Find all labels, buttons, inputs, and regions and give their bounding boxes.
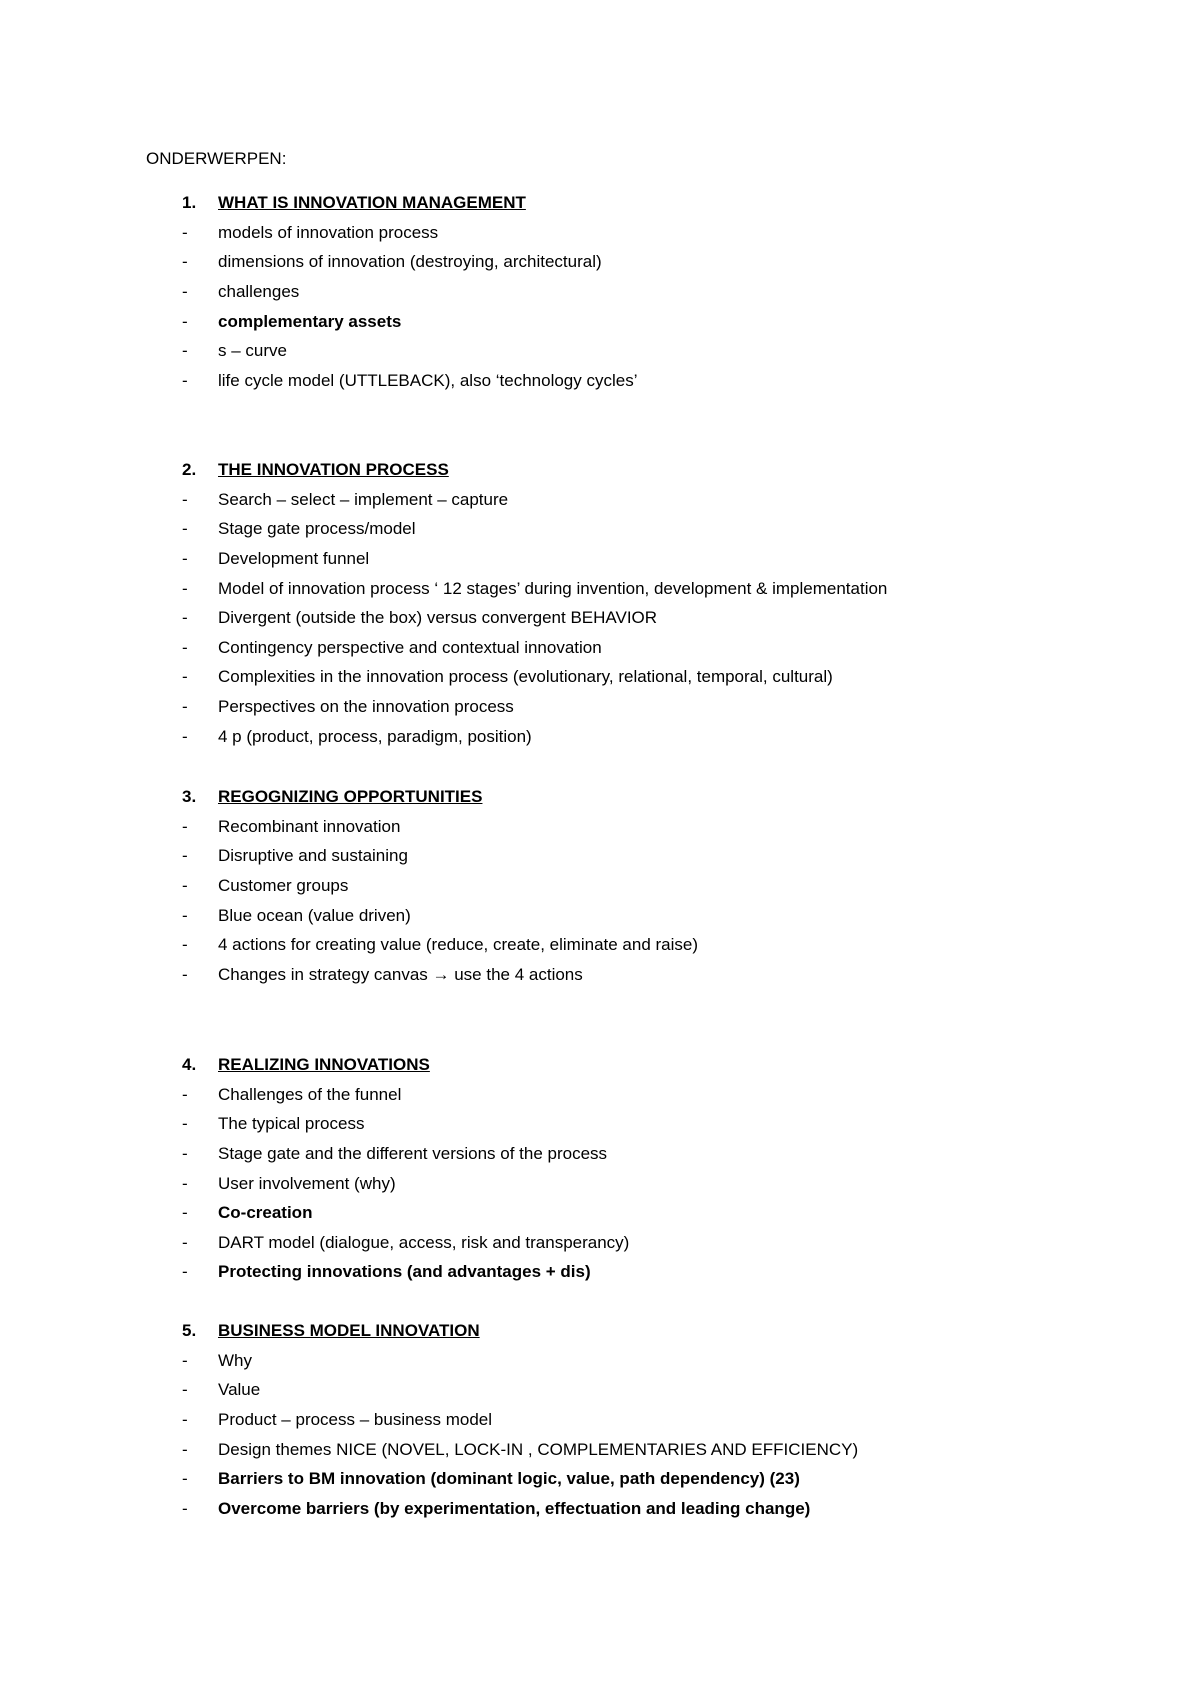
document-title: ONDERWERPEN:	[146, 149, 287, 168]
list-item	[182, 1346, 1082, 1376]
dash-bullet: -	[182, 519, 188, 539]
section-heading	[182, 455, 1082, 485]
dash-bullet: -	[182, 667, 188, 687]
list-item	[182, 812, 1082, 842]
section-heading	[182, 1316, 1082, 1346]
list-item-text: models of innovation process	[218, 222, 439, 242]
list-item-text: challenges	[218, 281, 300, 301]
dash-bullet: -	[182, 1409, 188, 1429]
list-item	[182, 1376, 1082, 1406]
section-number: 3.	[182, 787, 197, 806]
section-title: THE INNOVATION PROCESS	[218, 460, 449, 479]
list-item	[182, 871, 1082, 901]
dash-bullet: -	[182, 935, 188, 955]
dash-bullet: -	[182, 1469, 188, 1489]
section-title: WHAT IS INNOVATION MANAGEMENT	[218, 193, 526, 212]
list-item-text: Search – select – implement – capture	[218, 489, 509, 509]
list-item-text: Divergent (outside the box) versus convergent BEHAVIOR	[218, 608, 658, 628]
bullet-list	[182, 812, 1082, 990]
list-item-text: life cycle model (UTTLEBACK), also ‘technology cycles’	[218, 370, 638, 390]
list-item-text: Disruptive and sustaining	[218, 846, 408, 866]
list-item	[182, 1435, 1082, 1465]
list-item-text: s – curve	[218, 341, 287, 361]
section-title: REALIZING INNOVATIONS	[218, 1055, 430, 1074]
section-heading	[182, 782, 1082, 812]
list-item	[182, 336, 1082, 366]
list-item	[182, 218, 1082, 248]
dash-bullet: -	[182, 341, 188, 361]
section-business-model-innovation	[182, 1316, 1082, 1524]
dash-bullet: -	[182, 696, 188, 716]
list-item	[182, 842, 1082, 872]
list-item-text: Product – process – business model	[218, 1409, 493, 1429]
list-item-text: Complexities in the innovation process (evolutionary, relational, temporal, cultural)	[218, 667, 833, 687]
list-item-text: Value	[218, 1380, 261, 1400]
list-item	[182, 1405, 1082, 1435]
list-item	[182, 485, 1082, 515]
list-item	[182, 515, 1082, 545]
bullet-list	[182, 1080, 1082, 1287]
list-item	[182, 1258, 1082, 1288]
list-item	[182, 960, 1082, 990]
dash-bullet: -	[182, 222, 188, 242]
list-item-text: complementary assets	[218, 311, 402, 331]
list-item-text: The typical process	[218, 1114, 365, 1134]
list-item	[182, 1198, 1082, 1228]
dash-bullet: -	[182, 1203, 188, 1223]
list-item-text: Blue ocean (value driven)	[218, 905, 411, 925]
dash-bullet: -	[182, 1350, 188, 1370]
list-item-text: Stage gate and the different versions of the process	[218, 1143, 608, 1163]
dash-bullet: -	[182, 608, 188, 628]
list-item-text: User involvement (why)	[218, 1173, 396, 1193]
section-what-is-innovation-management	[182, 188, 1082, 396]
dash-bullet: -	[182, 578, 188, 598]
list-item-text: Co-creation	[218, 1203, 313, 1223]
dash-bullet: -	[182, 489, 188, 509]
bullet-list	[182, 485, 1082, 751]
dash-bullet: -	[182, 1232, 188, 1252]
list-item	[182, 307, 1082, 337]
list-item-text: Recombinant innovation	[218, 816, 401, 836]
dash-bullet: -	[182, 311, 188, 331]
dash-bullet: -	[182, 846, 188, 866]
list-item-text: Model of innovation process ‘ 12 stages’ during invention, development & implementation	[218, 578, 888, 598]
section-number: 5.	[182, 1321, 197, 1340]
dash-bullet: -	[182, 1143, 188, 1163]
dash-bullet: -	[182, 1114, 188, 1134]
dash-bullet: -	[182, 726, 188, 746]
list-item	[182, 603, 1082, 633]
dash-bullet: -	[182, 637, 188, 657]
list-item-text: 4 actions for creating value (reduce, create, eliminate and raise)	[218, 935, 699, 955]
list-item-text: Challenges of the funnel	[218, 1084, 402, 1104]
dash-bullet: -	[182, 252, 188, 272]
list-item	[182, 1494, 1082, 1524]
list-item-text: Contingency perspective and contextual innovation	[218, 637, 602, 657]
list-item	[182, 1080, 1082, 1110]
list-item	[182, 692, 1082, 722]
list-item	[182, 663, 1082, 693]
list-item	[182, 366, 1082, 396]
list-item	[182, 722, 1082, 752]
section-title: REGOGNIZING OPPORTUNITIES	[218, 787, 483, 806]
list-item-text: Overcome barriers (by experimentation, effectuation and leading change)	[218, 1498, 811, 1518]
list-item	[182, 901, 1082, 931]
bullet-list	[182, 1346, 1082, 1524]
section-number: 2.	[182, 460, 197, 479]
section-heading	[182, 188, 1082, 218]
dash-bullet: -	[182, 905, 188, 925]
list-item-text: Stage gate process/model	[218, 519, 416, 539]
dash-bullet: -	[182, 548, 188, 568]
dash-bullet: -	[182, 1380, 188, 1400]
list-item	[182, 1139, 1082, 1169]
list-item-text: Customer groups	[218, 875, 349, 895]
bullet-list	[182, 218, 1082, 396]
dash-bullet: -	[182, 1262, 188, 1282]
list-item	[182, 1110, 1082, 1140]
list-item	[182, 277, 1082, 307]
section-title: BUSINESS MODEL INNOVATION	[218, 1321, 480, 1340]
section-recognizing-opportunities	[182, 782, 1082, 990]
section-heading	[182, 1050, 1082, 1080]
dash-bullet: -	[182, 816, 188, 836]
list-item-text: Why	[218, 1350, 252, 1370]
section-the-innovation-process	[182, 455, 1082, 751]
list-item	[182, 930, 1082, 960]
list-item-text: dimensions of innovation (destroying, architectural)	[218, 252, 602, 272]
list-item	[182, 1464, 1082, 1494]
section-number: 4.	[182, 1055, 197, 1074]
list-item	[182, 248, 1082, 278]
list-item-text: 4 p (product, process, paradigm, position)	[218, 726, 532, 746]
dash-bullet: -	[182, 1498, 188, 1518]
dash-bullet: -	[182, 875, 188, 895]
list-item-text: Design themes NICE (NOVEL, LOCK-IN , COMPLEMENTARIES AND EFFICIENCY)	[218, 1439, 859, 1459]
list-item-text: Development funnel	[218, 548, 370, 568]
list-item	[182, 633, 1082, 663]
dash-bullet: -	[182, 1173, 188, 1193]
list-item-text: Barriers to BM innovation (dominant logic, value, path dependency) (23)	[218, 1469, 800, 1489]
list-item	[182, 544, 1082, 574]
list-item	[182, 1169, 1082, 1199]
section-realizing-innovations	[182, 1050, 1082, 1287]
list-item	[182, 574, 1082, 604]
dash-bullet: -	[182, 1084, 188, 1104]
list-item	[182, 1228, 1082, 1258]
list-item-text: Changes in strategy canvas → use the 4 actions	[218, 964, 583, 984]
list-item-text: Perspectives on the innovation process	[218, 696, 514, 716]
section-number: 1.	[182, 193, 197, 212]
dash-bullet: -	[182, 964, 188, 984]
list-item-text: DART model (dialogue, access, risk and transperancy)	[218, 1232, 630, 1252]
dash-bullet: -	[182, 1439, 188, 1459]
dash-bullet: -	[182, 281, 188, 301]
dash-bullet: -	[182, 370, 188, 390]
list-item-text: Protecting innovations (and advantages + dis)	[218, 1262, 591, 1282]
